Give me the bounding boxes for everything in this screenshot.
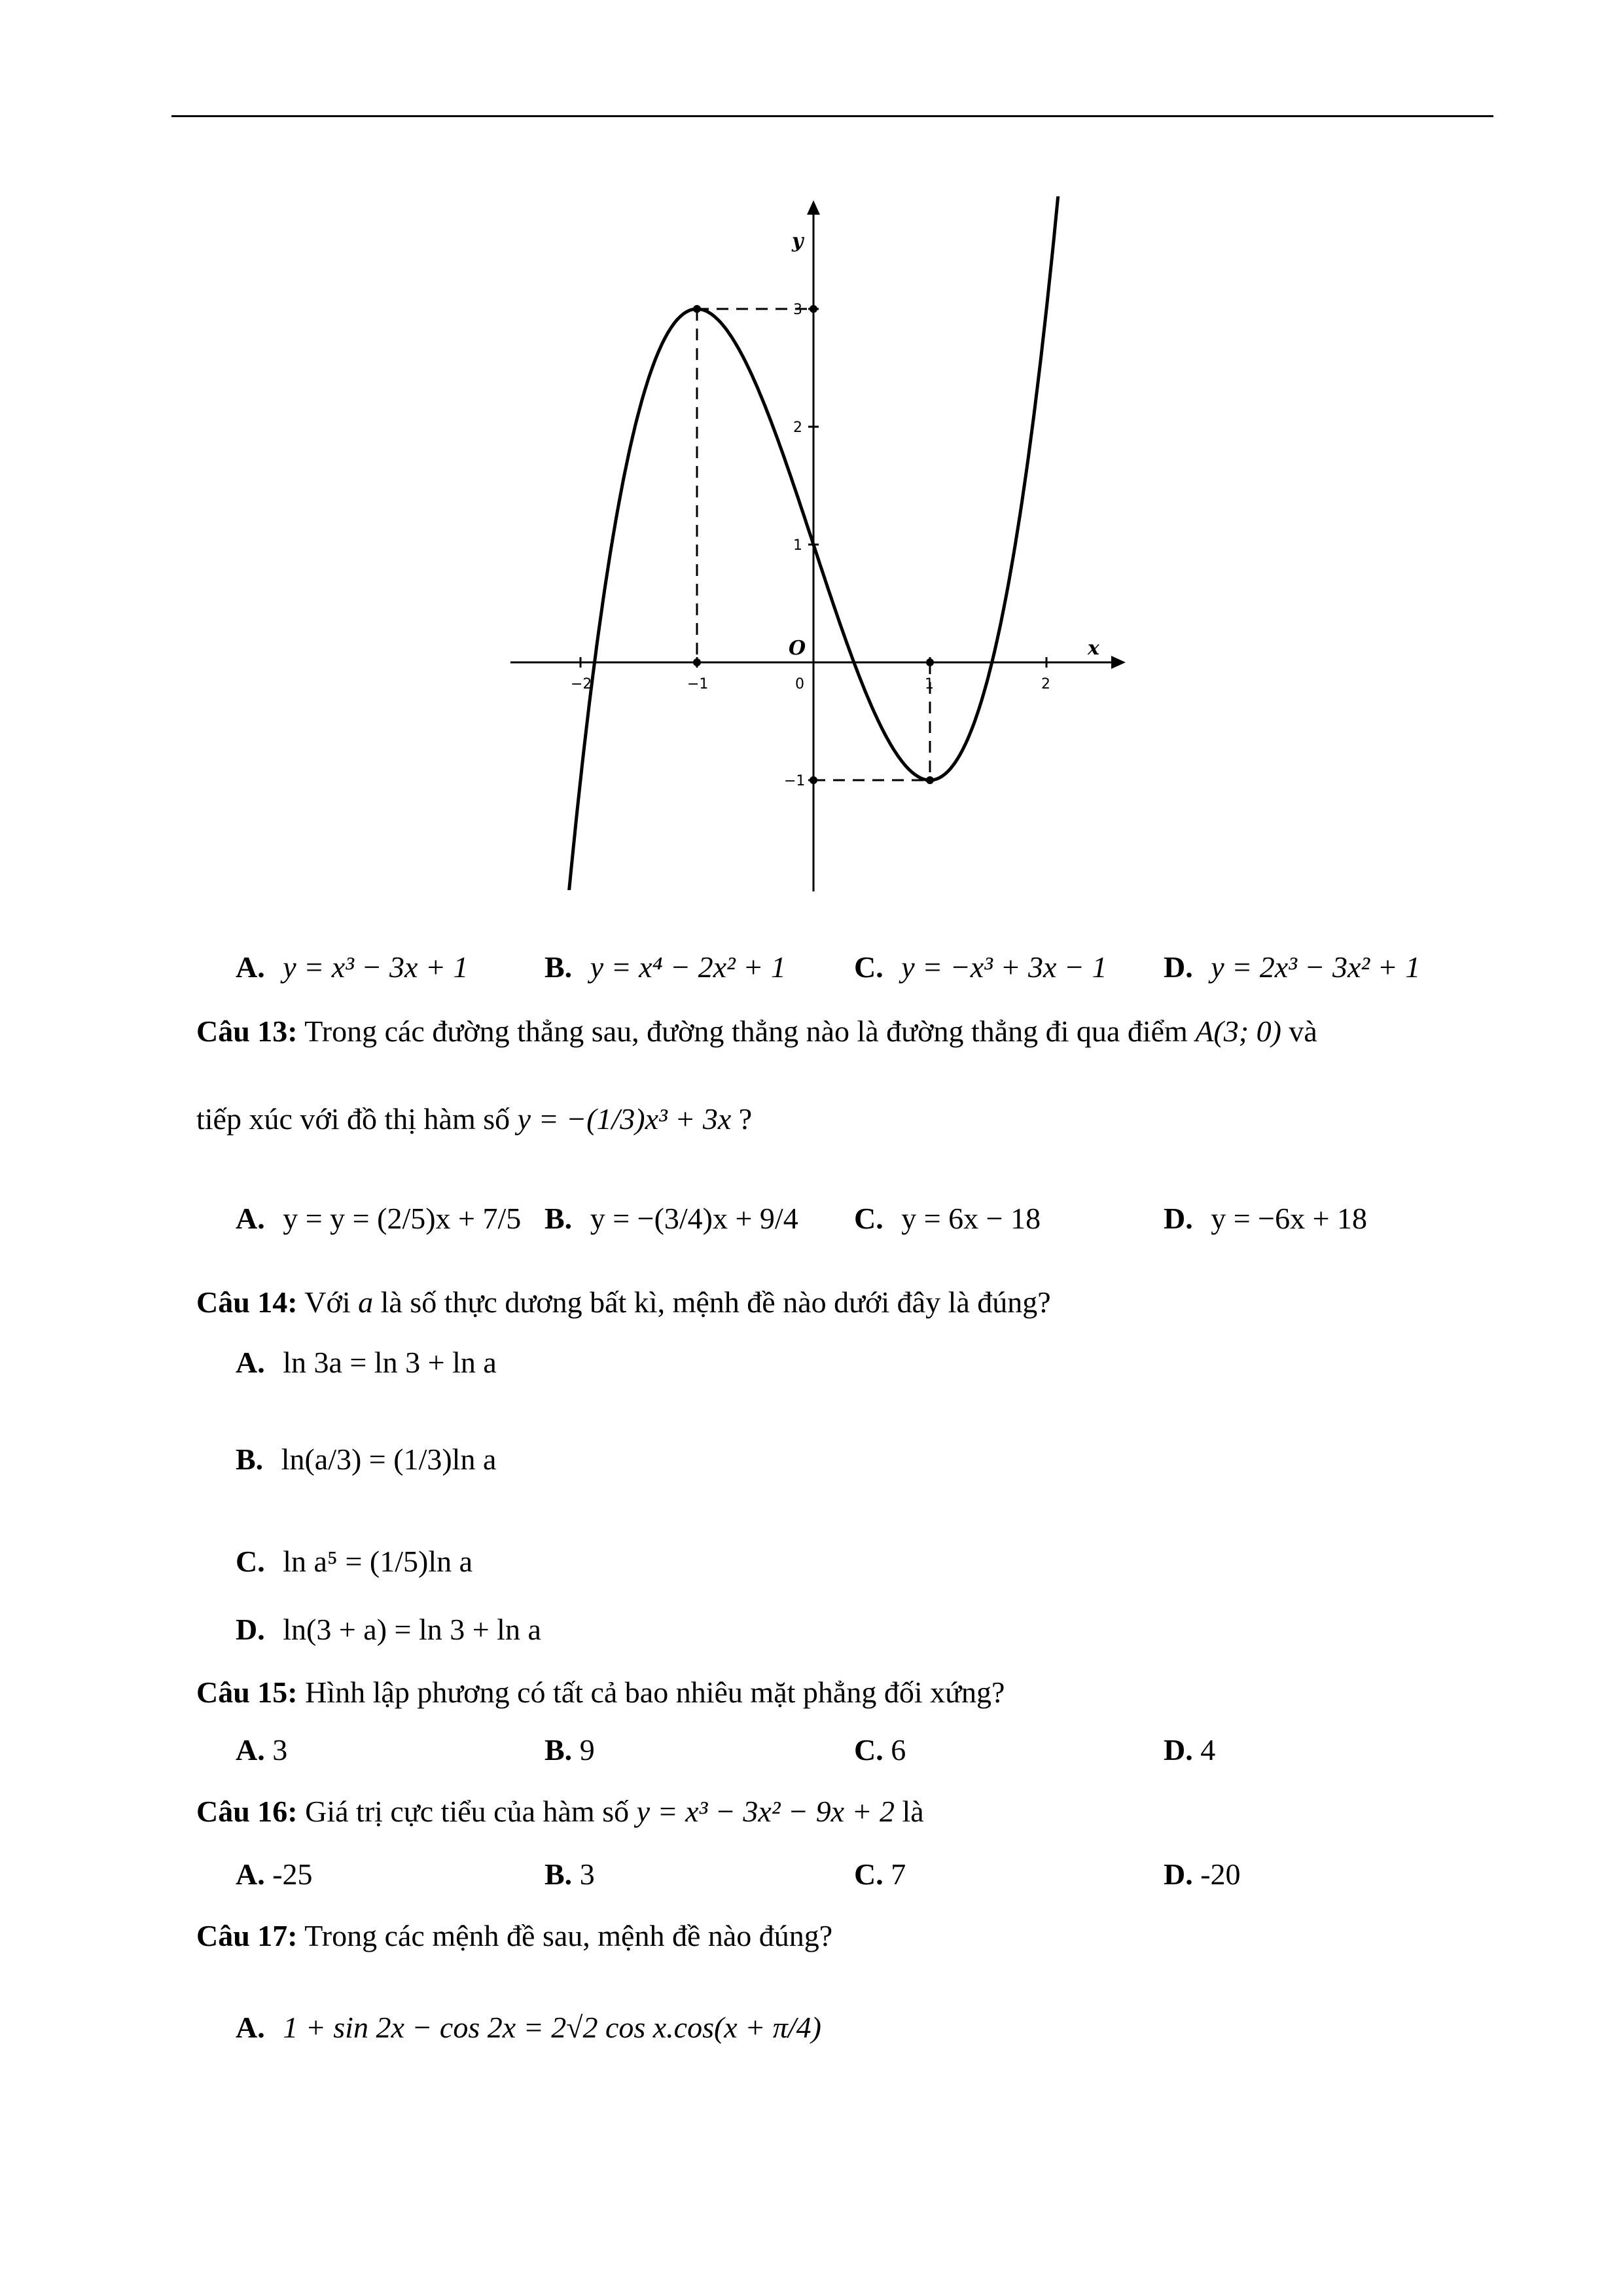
header-rule <box>171 115 1493 117</box>
q12-option-c[interactable] <box>854 948 1107 987</box>
x-tick-label: −1 <box>687 676 709 692</box>
q17-option-a[interactable] <box>236 2008 821 2047</box>
question-text: là số thực dương bất kì, mệnh đề nào dưới đây là đúng? <box>373 1285 1051 1319</box>
function-formula: y = −(1/3)x³ + 3x <box>517 1102 732 1136</box>
variable-a: a <box>358 1285 374 1319</box>
x-tick-label: 2 <box>1041 676 1050 692</box>
y-tick-label: 2 <box>793 420 802 436</box>
option-text: y = −(3/4)x + 9/4 <box>590 1202 798 1235</box>
q13-option-a[interactable] <box>236 1199 521 1238</box>
option-label: D. <box>1164 1857 1193 1891</box>
function-formula: y = x³ − 3x² − 9x + 2 <box>636 1795 895 1828</box>
question-label: Câu 15: <box>196 1676 298 1709</box>
maximum-point <box>693 305 701 313</box>
option-text: 7 <box>891 1857 906 1891</box>
q15-option-c[interactable] <box>854 1731 906 1770</box>
option-label: A. <box>236 1346 265 1379</box>
option-label: A. <box>236 1202 265 1235</box>
q16-option-b[interactable] <box>544 1855 595 1894</box>
q16-option-a[interactable] <box>236 1855 313 1894</box>
question-16 <box>196 1792 924 1831</box>
question-13 <box>196 1012 1317 1051</box>
option-label: C. <box>854 1733 883 1767</box>
option-text: 1 + sin 2x − cos 2x = 2√2 cos x.cos(x + π/4) <box>283 2011 821 2044</box>
option-label: C. <box>236 1545 265 1578</box>
option-text: y = 6x − 18 <box>901 1202 1041 1235</box>
option-label: C. <box>854 1202 883 1235</box>
option-label: A. <box>236 1857 265 1891</box>
q13-option-b[interactable] <box>544 1199 798 1238</box>
question-label: Câu 13: <box>196 1014 298 1048</box>
q14-option-c[interactable] <box>236 1542 473 1581</box>
option-text: ln(3 + a) = ln 3 + ln a <box>283 1613 541 1646</box>
question-text: Giá trị cực tiểu của hàm số <box>297 1795 637 1828</box>
point-a: A(3; 0) <box>1195 1014 1281 1048</box>
q12-option-d[interactable] <box>1164 948 1420 987</box>
question-text: Trong các mệnh đề sau, mệnh đề nào đúng? <box>297 1919 833 1952</box>
x-tick-label: 1 <box>925 676 934 692</box>
option-label: B. <box>544 1857 573 1891</box>
option-text: y = −x³ + 3x − 1 <box>901 950 1107 984</box>
option-text: 4 <box>1200 1733 1216 1767</box>
option-text: 9 <box>579 1733 595 1767</box>
q15-option-d[interactable] <box>1164 1731 1215 1770</box>
q12-option-b[interactable] <box>544 948 786 987</box>
q14-option-b[interactable] <box>236 1440 496 1479</box>
option-text: -20 <box>1200 1857 1241 1891</box>
question-label: Câu 17: <box>196 1919 298 1952</box>
option-text: ln 3a = ln 3 + ln a <box>283 1346 497 1379</box>
y-axis-label: y <box>792 230 804 253</box>
q15-option-b[interactable] <box>544 1731 595 1770</box>
y-axis-arrow <box>807 200 820 215</box>
y-tick-point <box>810 305 817 313</box>
x-tick-point <box>926 658 934 666</box>
option-label: B. <box>544 1202 573 1235</box>
y-tick-label: −1 <box>784 773 806 789</box>
option-text: y = −6x + 18 <box>1211 1202 1368 1235</box>
y-tick-label: 1 <box>793 537 802 554</box>
x-axis-arrow <box>1111 656 1126 669</box>
question-13-line-2 <box>196 1100 752 1139</box>
question-17 <box>196 1916 832 1956</box>
option-text: 3 <box>579 1857 595 1891</box>
x-axis-label: x <box>1088 637 1099 660</box>
option-label: B. <box>544 1733 573 1767</box>
option-text: y = x³ − 3x + 1 <box>283 950 469 984</box>
option-label: D. <box>1164 950 1193 984</box>
option-label: C. <box>854 950 883 984</box>
option-label: B. <box>544 950 573 984</box>
option-text: ln a⁵ = (1/5)ln a <box>283 1545 473 1578</box>
y-tick-point <box>810 776 817 784</box>
question-text: Với <box>297 1285 359 1319</box>
option-text: y = y = (2/5)x + 7/5 <box>283 1202 522 1235</box>
y-tick-label: 3 <box>793 302 802 318</box>
question-text: ? <box>731 1102 753 1136</box>
question-text: là <box>895 1795 924 1828</box>
option-label: A. <box>236 2011 265 2044</box>
x-tick-label: −2 <box>571 676 592 692</box>
question-label: Câu 14: <box>196 1285 298 1319</box>
option-label: D. <box>1164 1733 1193 1767</box>
question-label: Câu 16: <box>196 1795 298 1828</box>
q16-option-d[interactable] <box>1164 1855 1241 1894</box>
q14-option-a[interactable] <box>236 1343 497 1382</box>
option-label: D. <box>1164 1202 1193 1235</box>
question-14 <box>196 1283 1051 1322</box>
option-label: C. <box>854 1857 883 1891</box>
question-15 <box>196 1673 1005 1712</box>
option-text: -25 <box>272 1857 313 1891</box>
option-label: A. <box>236 1733 265 1767</box>
q16-option-c[interactable] <box>854 1855 906 1894</box>
option-text: 6 <box>891 1733 906 1767</box>
q13-option-c[interactable] <box>854 1199 1041 1238</box>
option-label: A. <box>236 950 265 984</box>
q14-option-d[interactable] <box>236 1610 541 1649</box>
option-text: y = 2x³ − 3x² + 1 <box>1211 950 1421 984</box>
option-label: D. <box>236 1613 265 1646</box>
option-text: 3 <box>272 1733 288 1767</box>
q15-option-a[interactable] <box>236 1731 287 1770</box>
origin-label: O <box>789 637 806 660</box>
option-label: B. <box>236 1443 264 1476</box>
question-text: Trong các đường thẳng sau, đường thẳng nào là đường thẳng đi qua điểm <box>297 1014 1196 1048</box>
minimum-point <box>926 776 934 784</box>
x-tick-point <box>693 658 701 666</box>
function-graph <box>510 196 1139 903</box>
q12-option-a[interactable] <box>236 948 468 987</box>
question-text: và <box>1281 1014 1317 1048</box>
x-tick-label: 0 <box>795 676 804 692</box>
question-text: Hình lập phương có tất cả bao nhiêu mặt phẳng đối xứng? <box>297 1676 1005 1709</box>
option-text: ln(a/3) = (1/3)ln a <box>281 1443 497 1476</box>
q13-option-d[interactable] <box>1164 1199 1367 1238</box>
question-text: tiếp xúc với đồ thị hàm số <box>196 1102 518 1136</box>
option-text: y = x⁴ − 2x² + 1 <box>590 950 786 984</box>
